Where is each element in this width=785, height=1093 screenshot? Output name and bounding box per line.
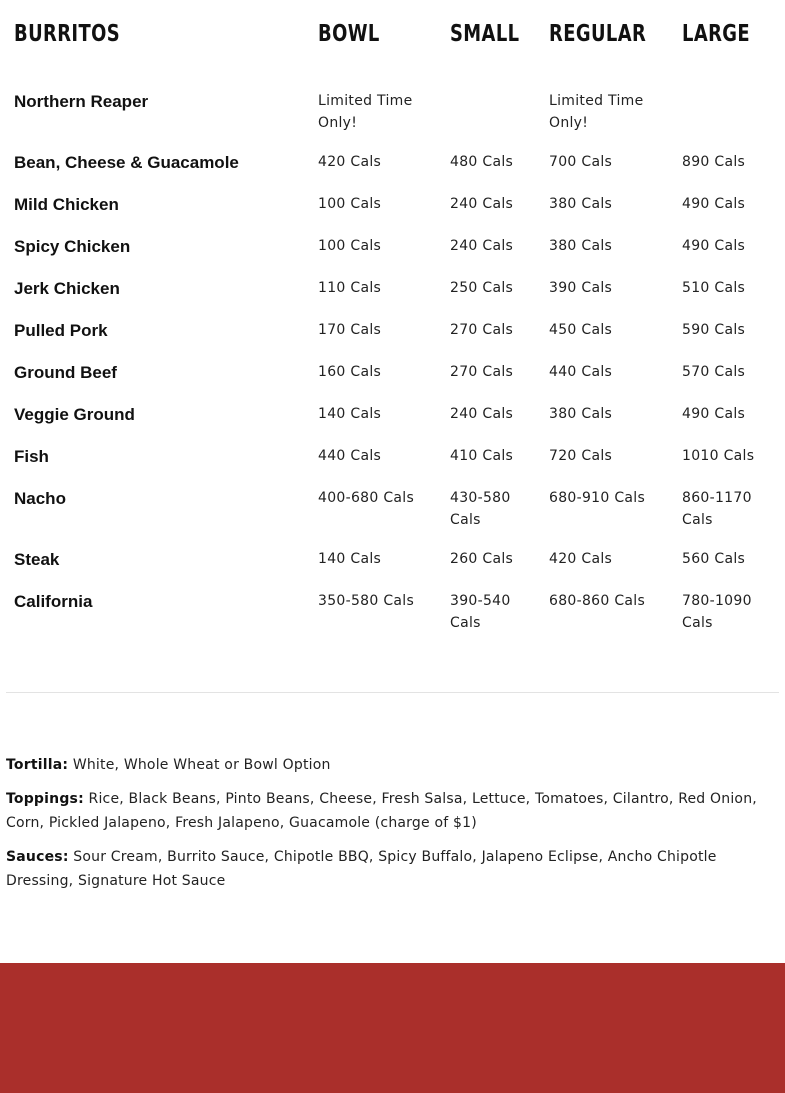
item-name: Mild Chicken [14, 195, 119, 214]
cal-bowl: 420 Cals [318, 154, 382, 170]
cal-large: 860-1170 Cals [682, 490, 752, 528]
cal-regular: 700 Cals [549, 154, 613, 170]
item-name: Fish [14, 447, 49, 466]
cal-large: 570 Cals [682, 364, 746, 380]
tortilla-line [6, 753, 766, 777]
item-name: Northern Reaper [14, 92, 149, 111]
burrito-options [6, 753, 766, 903]
cal-regular: 380 Cals [549, 406, 613, 422]
section-divider [6, 692, 779, 693]
tortilla-label: Tortilla: [6, 757, 69, 773]
toppings-line [6, 787, 766, 835]
cal-regular: 440 Cals [549, 364, 613, 380]
cal-regular: 380 Cals [549, 196, 613, 212]
item-name: Spicy Chicken [14, 237, 131, 256]
cal-bowl: 100 Cals [318, 196, 382, 212]
cal-bowl: 110 Cals [318, 280, 382, 296]
cal-small: 260 Cals [450, 551, 514, 567]
cal-small: 430-580 Cals [450, 490, 511, 528]
cal-bowl: 140 Cals [318, 551, 382, 567]
item-name: Ground Beef [14, 363, 117, 382]
cal-regular: 680-860 Cals [549, 593, 646, 609]
cal-large: 490 Cals [682, 238, 746, 254]
header-large: LARGE [682, 21, 751, 47]
cal-bowl: 160 Cals [318, 364, 382, 380]
footer-band [0, 963, 785, 1093]
cal-large: 560 Cals [682, 551, 746, 567]
header-small: SMALL [450, 21, 520, 47]
header-bowl: BOWL [318, 21, 380, 47]
cal-regular: 420 Cals [549, 551, 613, 567]
item-name: Veggie Ground [14, 405, 135, 424]
cal-small: 270 Cals [450, 364, 514, 380]
toppings-label: Toppings: [6, 791, 84, 807]
header-regular: REGULAR [549, 21, 647, 47]
cal-regular: 450 Cals [549, 322, 613, 338]
item-name: Jerk Chicken [14, 279, 120, 298]
cal-bowl: 140 Cals [318, 406, 382, 422]
item-name: Bean, Cheese & Guacamole [14, 153, 239, 172]
cal-large: 490 Cals [682, 406, 746, 422]
cal-regular: 720 Cals [549, 448, 613, 464]
item-name: Nacho [14, 489, 66, 508]
cal-small: 240 Cals [450, 406, 514, 422]
cal-small: 410 Cals [450, 448, 514, 464]
cal-small: 240 Cals [450, 238, 514, 254]
item-name: Steak [14, 550, 60, 569]
cal-large: 780-1090 Cals [682, 593, 752, 631]
cal-bowl: 100 Cals [318, 238, 382, 254]
cal-large: 590 Cals [682, 322, 746, 338]
cal-large: 490 Cals [682, 196, 746, 212]
cal-large: 890 Cals [682, 154, 746, 170]
toppings-text: Rice, Black Beans, Pinto Beans, Cheese, Fresh Salsa, Lettuce, Tomatoes, Cilantro, Red Onion, Corn, Pickled Jalapeno, Fresh Jalapeno, Guacamole (charge of $1) [6, 791, 757, 831]
cal-bowl: 170 Cals [318, 322, 382, 338]
cal-regular: 390 Cals [549, 280, 613, 296]
cal-bowl: 400-680 Cals [318, 490, 415, 506]
cal-small: 240 Cals [450, 196, 514, 212]
sauces-line [6, 845, 766, 893]
cal-small: 390-540 Cals [450, 593, 511, 631]
sauces-text: Sour Cream, Burrito Sauce, Chipotle BBQ, Spicy Buffalo, Jalapeno Eclipse, Ancho Chipotle Dressing, Signature Hot Sauce [6, 849, 717, 889]
cal-large: 510 Cals [682, 280, 746, 296]
table-header-row [14, 18, 785, 52]
sauces-label: Sauces: [6, 849, 69, 865]
cal-regular: Limited Time Only! [549, 93, 644, 131]
cal-bowl: 350-580 Cals [318, 593, 415, 609]
item-name: California [14, 592, 93, 611]
cal-bowl: Limited Time Only! [318, 93, 413, 131]
cal-small: 250 Cals [450, 280, 514, 296]
cal-bowl: 440 Cals [318, 448, 382, 464]
cal-small: 270 Cals [450, 322, 514, 338]
tortilla-text: White, Whole Wheat or Bowl Option [72, 757, 331, 773]
header-burritos: BURRITOS [14, 21, 121, 47]
cal-regular: 380 Cals [549, 238, 613, 254]
cal-regular: 680-910 Cals [549, 490, 646, 506]
cal-small: 480 Cals [450, 154, 514, 170]
item-name: Pulled Pork [14, 321, 108, 340]
cal-large: 1010 Cals [682, 448, 755, 464]
